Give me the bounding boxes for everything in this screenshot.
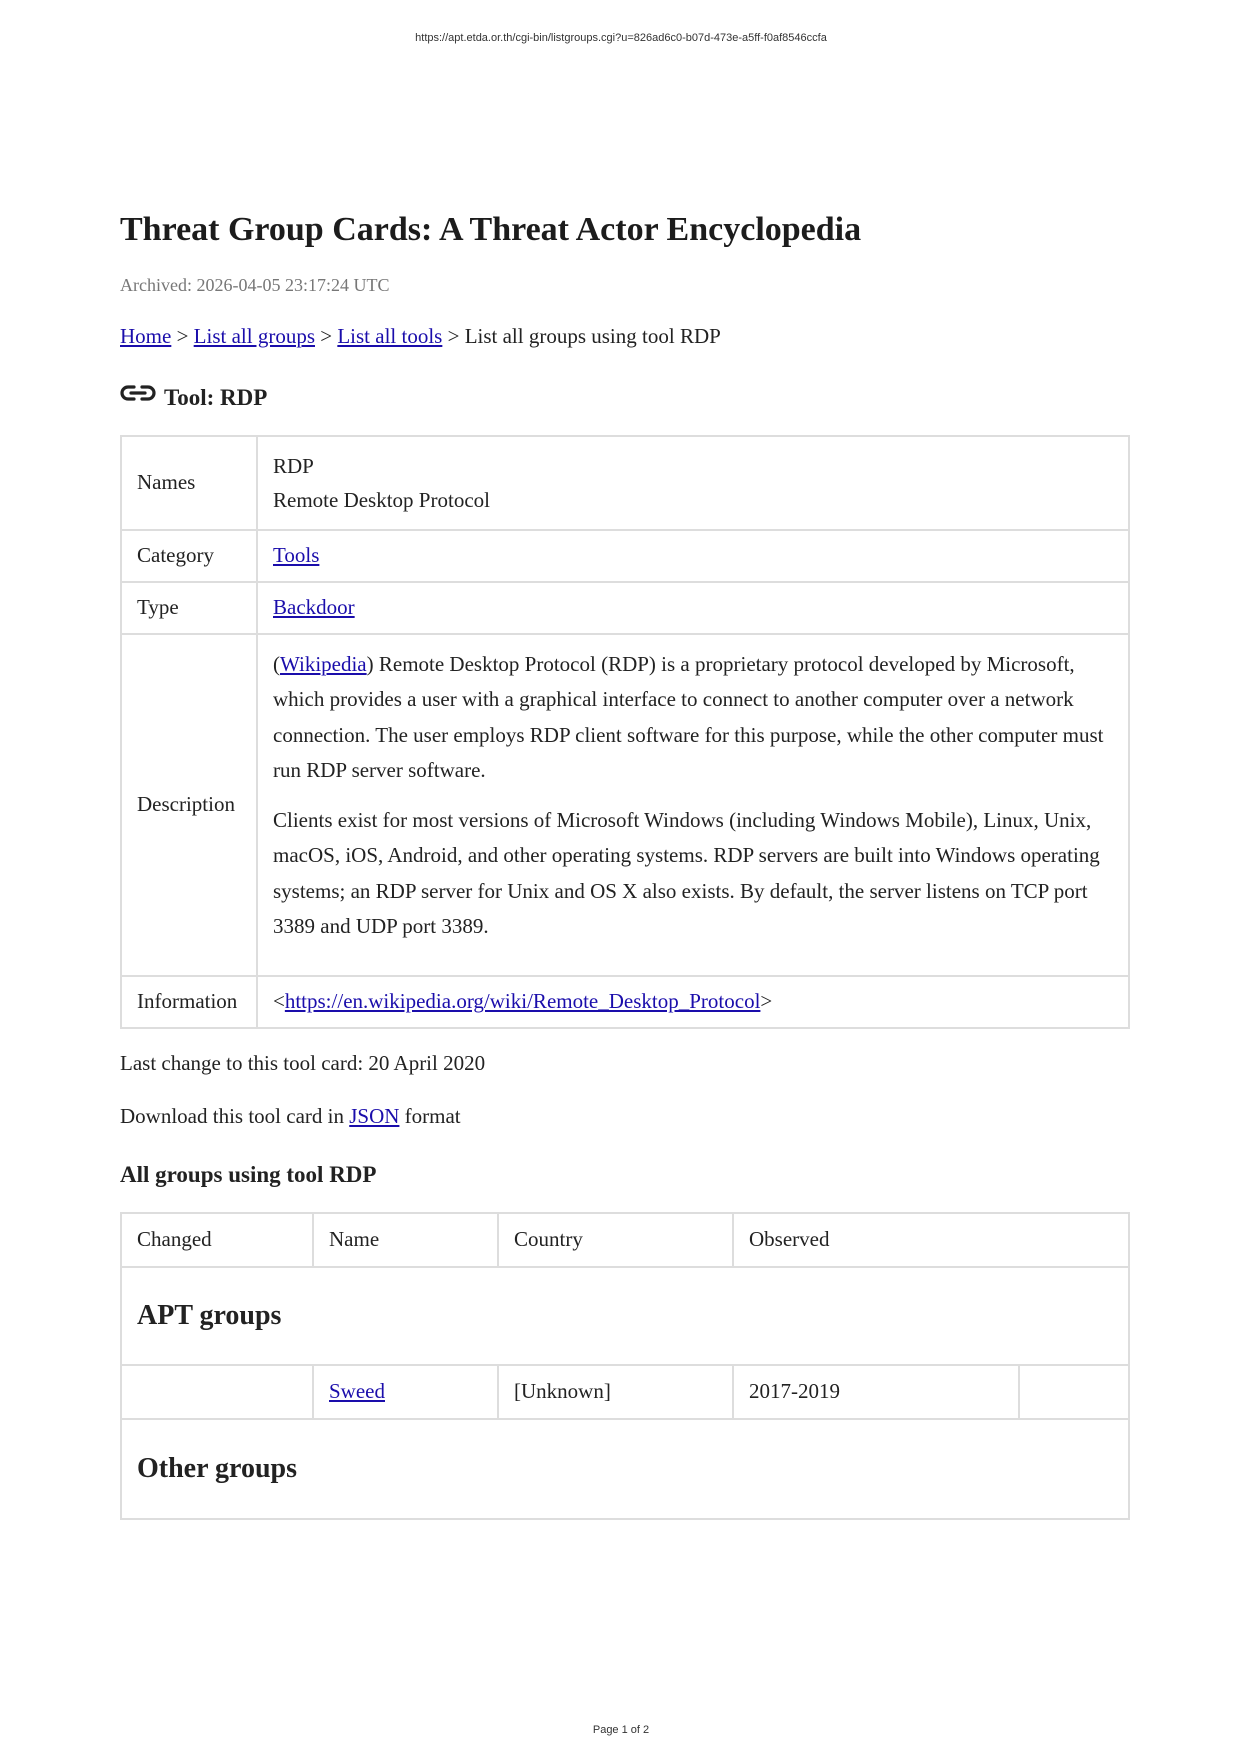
category-label: Category xyxy=(121,530,257,582)
description-paragraph xyxy=(273,647,1113,789)
type-value xyxy=(257,582,1129,634)
last-change: Last change to this tool card: 20 April 2020 xyxy=(120,1050,486,1075)
column-header-changed[interactable]: Changed xyxy=(121,1213,313,1267)
cell-observed: 2017-2019 xyxy=(733,1365,1019,1419)
groups-header-row xyxy=(121,1213,1129,1267)
groups-table xyxy=(120,1212,1130,1520)
breadcrumb-home-link[interactable]: Home xyxy=(120,323,172,348)
description-text: ) Remote Desktop Protocol (RDP) is a proprietary protocol developed by Microsoft, which provides a user with a graphical interface to connect to another computer over a network connection. The user employs RDP client software for this purpose, while the other computer must run RDP server software. xyxy=(273,651,1104,783)
print-url: https://apt.etda.or.th/cgi-bin/listgroups.cgi?u=826ad6c0-b07d-473e-a5ff-f0af8546ccfa xyxy=(415,32,827,44)
type-row xyxy=(121,582,1129,634)
group-link[interactable]: Sweed xyxy=(329,1379,385,1404)
description-value xyxy=(257,634,1129,976)
description-row xyxy=(121,634,1129,976)
apt-section-row xyxy=(121,1267,1129,1365)
json-download-link[interactable]: JSON xyxy=(349,1103,400,1128)
tool-heading xyxy=(120,379,1130,411)
tool-heading-text: Tool: RDP xyxy=(164,384,268,410)
download-suffix: format xyxy=(404,1103,461,1128)
angle-open: < xyxy=(273,989,285,1014)
angle-close: > xyxy=(760,989,773,1014)
download-prefix: Download this tool card in xyxy=(120,1103,344,1128)
information-value xyxy=(257,976,1129,1028)
cell-name xyxy=(313,1365,498,1419)
breadcrumb-current: List all groups using tool RDP xyxy=(464,323,721,348)
name-primary: RDP xyxy=(273,453,314,478)
breadcrumb xyxy=(120,324,1130,349)
column-header-observed[interactable]: Observed xyxy=(733,1213,1129,1267)
column-header-name[interactable]: Name xyxy=(313,1213,498,1267)
category-link[interactable]: Tools xyxy=(273,543,320,568)
description-paragraph: Clients exist for most versions of Microsoft Windows (including Windows Mobile), Linux, Unix, macOS, iOS, Android, and other operating systems. RDP servers are built into Windows operating systems; an RDP server for Unix and OS X also exists. By default, the server listens on TCP port 3389 and UDP port 3389. xyxy=(273,807,1100,939)
information-link[interactable]: https://en.wikipedia.org/wiki/Remote_Desktop_Protocol xyxy=(284,989,761,1014)
download-line xyxy=(120,1104,1130,1129)
description-label: Description xyxy=(121,634,257,976)
table-row xyxy=(121,1365,1129,1419)
breadcrumb-list-groups-link[interactable]: List all groups xyxy=(193,323,315,348)
other-section-row xyxy=(121,1419,1129,1519)
breadcrumb-separator: > xyxy=(447,323,460,348)
link-icon xyxy=(120,379,156,407)
cell-extra xyxy=(1019,1365,1129,1419)
category-value xyxy=(257,530,1129,582)
other-groups-heading: Other groups xyxy=(121,1419,1129,1519)
apt-groups-heading: APT groups xyxy=(121,1267,1129,1365)
groups-heading: All groups using tool RDP xyxy=(120,1161,377,1187)
cell-changed xyxy=(121,1365,313,1419)
breadcrumb-list-tools-link[interactable]: List all tools xyxy=(337,323,443,348)
type-link[interactable]: Backdoor xyxy=(273,595,355,620)
wikipedia-link[interactable]: Wikipedia xyxy=(280,651,367,676)
page-number: Page 1 of 2 xyxy=(592,1724,650,1736)
type-label: Type xyxy=(121,582,257,634)
breadcrumb-separator: > xyxy=(320,323,333,348)
names-row xyxy=(121,436,1129,530)
category-row xyxy=(121,530,1129,582)
column-header-country[interactable]: Country xyxy=(498,1213,733,1267)
paren-open: ( xyxy=(273,651,280,676)
name-alias: Remote Desktop Protocol xyxy=(273,487,490,512)
archived-timestamp: Archived: 2026-04-05 23:17:24 UTC xyxy=(120,274,390,295)
tool-info-table xyxy=(120,435,1130,1029)
information-row xyxy=(121,976,1129,1028)
names-label: Names xyxy=(121,436,257,530)
cell-country: [Unknown] xyxy=(498,1365,733,1419)
page-title: Threat Group Cards: A Threat Actor Encyclopedia xyxy=(120,211,862,248)
main-content xyxy=(120,210,1130,1520)
names-value xyxy=(257,436,1129,530)
information-label: Information xyxy=(121,976,257,1028)
breadcrumb-separator: > xyxy=(176,323,189,348)
